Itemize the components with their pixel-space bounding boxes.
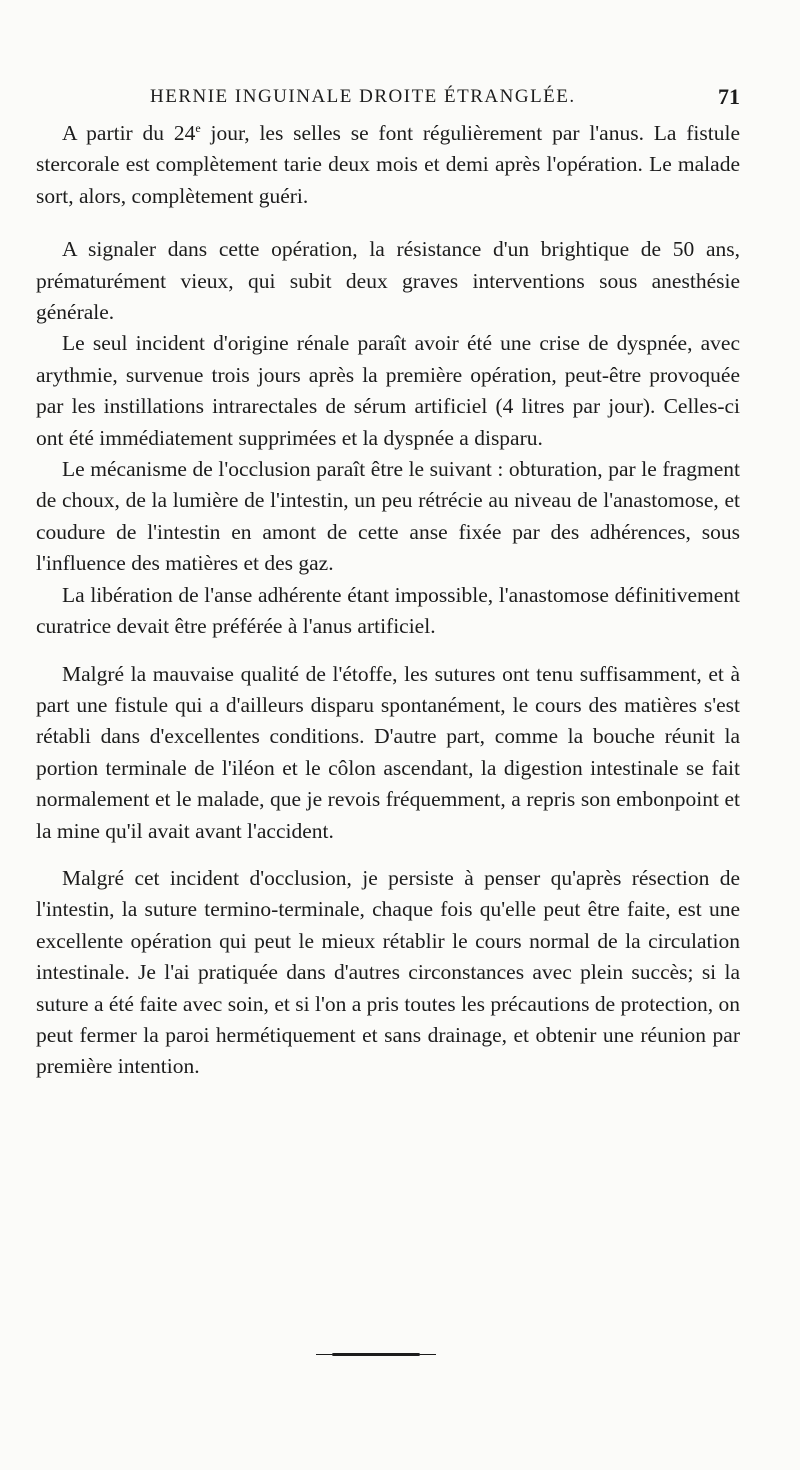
paragraph-4: Le mécanisme de l'occlusion paraît être le suivant : obturation, par le fragment de choux, de la lumière de l'intestin, un peu rétrécie au niveau de l'anastomose, et coudure de l'intestin en amont de cette anse fixée par des adhérences, sous l'influence des matières et des gaz. — [36, 457, 740, 576]
page-number: 71 — [718, 84, 740, 109]
end-of-section-rule — [332, 1353, 420, 1356]
paragraph-5: La libération de l'anse adhérente étant impossible, l'anastomose définitivement curatrice devait être préférée à l'anus artificiel. — [36, 582, 740, 639]
paragraph-2: A signaler dans cette opération, la résistance d'un brightique de 50 ans, prématurément vieux, qui subit deux graves interventions sous anesthésie générale. — [36, 237, 740, 325]
body-text — [36, 118, 740, 1083]
running-title: HERNIE INGUINALE DROITE ÉTRANGLÉE. — [150, 86, 576, 107]
paragraph-1 — [36, 118, 740, 212]
ordinal-superscript: e — [195, 121, 201, 135]
paragraph-1-rest: jour, les selles se font régulièrement par l'anus. La fistule stercorale est complètement tarie deux mois et demi après l'opération. Le malade sort, alors, complètement guéri. — [36, 121, 740, 208]
paragraph-1-start: A partir du 24 — [62, 121, 196, 145]
paragraph-7: Malgré cet incident d'occlusion, je persiste à penser qu'après résection de l'intestin, la suture termino-terminale, chaque fois qu'elle peut être faite, est une excellente opération qui peut le mieux rétablir le cours normal de la circulation intestinale. Je l'ai pratiquée dans d'autres circonstances avec plein succès; si la suture a été faite avec soin, et si l'on a pris toutes les précautions de protection, on peut fermer la paroi hermétiquement et sans drainage, et obtenir une réunion par première intention. — [36, 865, 740, 1079]
paragraph-6: Malgré la mauvaise qualité de l'étoffe, les sutures ont tenu suffisamment, et à part une fistule qui a d'ailleurs disparu spontanément, le cours des matières s'est rétabli dans d'excellentes conditions. D'autre part, comme la bouche réunit la portion terminale de l'iléon et le côlon ascendant, la digestion intestinale se fait normalement et le malade, que je revois fréquemment, a repris son embonpoint et la mine qu'il avait avant l'accident. — [36, 661, 740, 843]
paragraph-3: Le seul incident d'origine rénale paraît avoir été une crise de dyspnée, avec arythmie, survenue trois jours après la première opération, peut-être provoquée par les instillations intrarectales de sérum artificiel (4 litres par jour). Celles-ci ont été immédiatement supprimées et la dyspnée a disparu. — [36, 331, 740, 450]
running-head — [150, 86, 740, 116]
